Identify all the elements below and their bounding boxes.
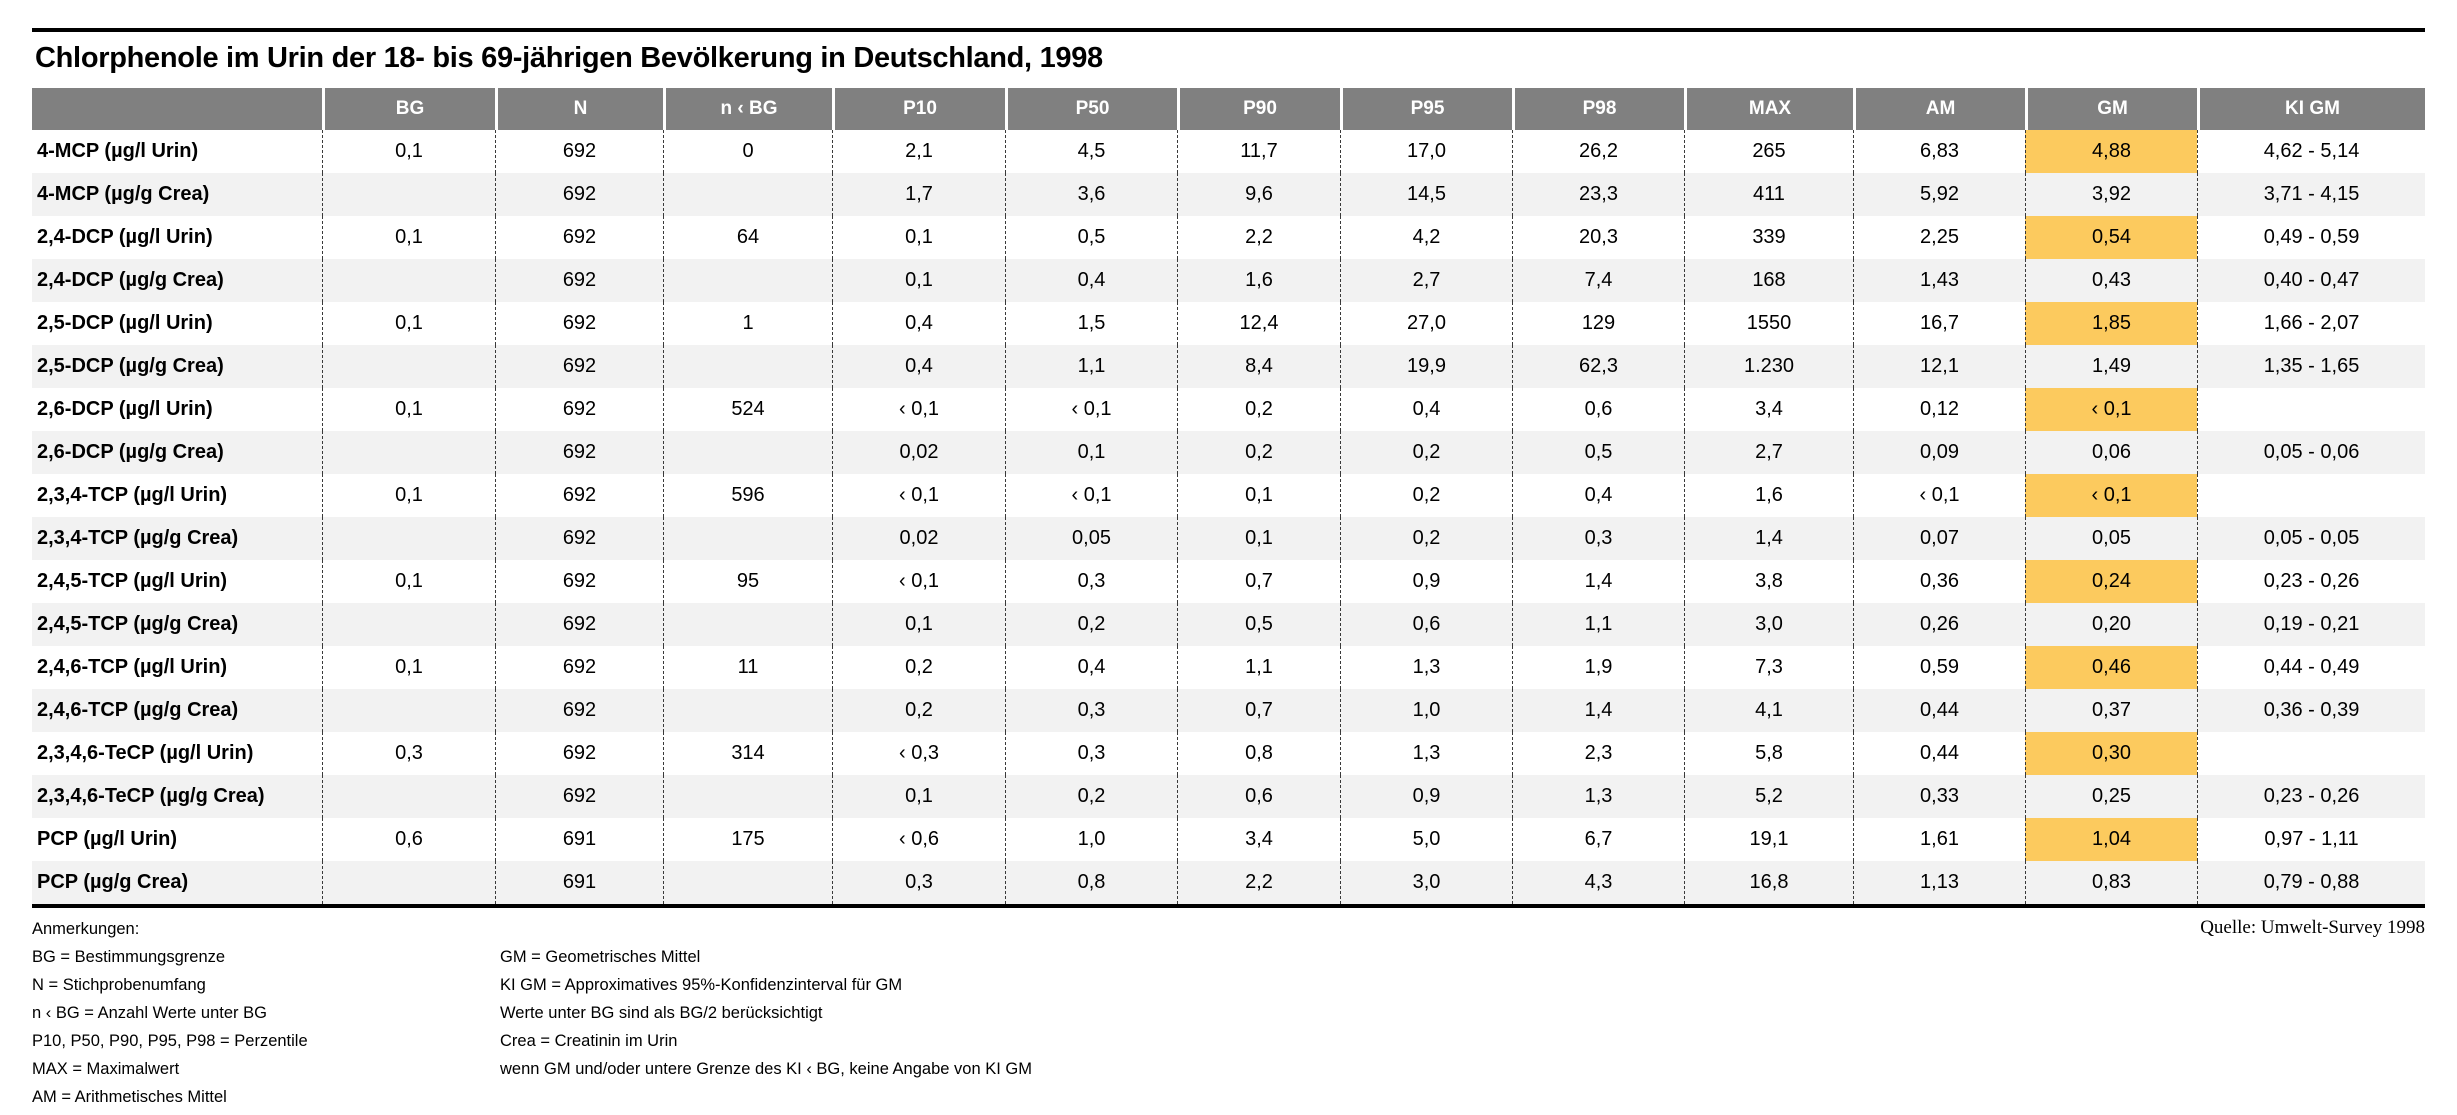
value-cell: 691 <box>495 861 663 904</box>
value-cell: 0,3 <box>1005 560 1177 603</box>
value-cell: 20,3 <box>1512 216 1684 259</box>
column-header-bg: BG <box>322 88 495 130</box>
value-cell: 0,05 - 0,06 <box>2197 431 2425 474</box>
value-cell: 1,1 <box>1512 603 1684 646</box>
value-cell <box>322 173 495 216</box>
value-cell: 1 <box>663 302 832 345</box>
row-label: 2,3,4,6-TeCP (µg/l Urin) <box>32 732 322 775</box>
value-cell: 0,1 <box>832 259 1005 302</box>
footer-notes <box>32 915 2425 1111</box>
value-cell: 0,07 <box>1853 517 2025 560</box>
value-cell <box>322 259 495 302</box>
value-cell: 5,0 <box>1340 818 1512 861</box>
column-header-substance <box>32 88 322 130</box>
value-cell: 3,71 - 4,15 <box>2197 173 2425 216</box>
value-cell: 4,1 <box>1684 689 1853 732</box>
value-cell: 692 <box>495 603 663 646</box>
value-cell: 2,25 <box>1853 216 2025 259</box>
value-cell: 0,26 <box>1853 603 2025 646</box>
column-header-am: AM <box>1853 88 2025 130</box>
value-cell: 0,3 <box>1005 732 1177 775</box>
column-header-n-bg: n ‹ BG <box>663 88 832 130</box>
value-cell: 0,2 <box>1340 431 1512 474</box>
gm-value-cell: 1,85 <box>2025 302 2197 345</box>
value-cell: 314 <box>663 732 832 775</box>
value-cell: 1,0 <box>1005 818 1177 861</box>
value-cell: 692 <box>495 173 663 216</box>
value-cell: 2,7 <box>1340 259 1512 302</box>
value-cell: 1,6 <box>1177 259 1340 302</box>
value-cell: ‹ 0,1 <box>1005 474 1177 517</box>
gm-value-cell: 0,24 <box>2025 560 2197 603</box>
row-label: 2,6-DCP (µg/g Crea) <box>32 431 322 474</box>
gm-value-cell: 0,54 <box>2025 216 2197 259</box>
value-cell: 0,1 <box>322 388 495 431</box>
value-cell: 129 <box>1512 302 1684 345</box>
value-cell: 0,23 - 0,26 <box>2197 560 2425 603</box>
value-cell: 5,8 <box>1684 732 1853 775</box>
table-row <box>32 173 2425 216</box>
table-row <box>32 775 2425 818</box>
value-cell: 1,3 <box>1340 646 1512 689</box>
column-header-p10: P10 <box>832 88 1005 130</box>
notes-left-column <box>32 915 500 1111</box>
value-cell: 0,1 <box>322 216 495 259</box>
row-label: 2,3,4,6-TeCP (µg/g Crea) <box>32 775 322 818</box>
value-cell <box>322 431 495 474</box>
value-cell: 0,4 <box>1512 474 1684 517</box>
value-cell: 4,3 <box>1512 861 1684 904</box>
value-cell: 0,1 <box>322 302 495 345</box>
value-cell: 12,1 <box>1853 345 2025 388</box>
value-cell: 0,5 <box>1005 216 1177 259</box>
table-row <box>32 345 2425 388</box>
value-cell: 0,9 <box>1340 560 1512 603</box>
value-cell: 2,1 <box>832 130 1005 173</box>
gm-value-cell: 1,04 <box>2025 818 2197 861</box>
value-cell <box>322 775 495 818</box>
gm-value-cell: 0,05 <box>2025 517 2197 560</box>
row-label: 2,4,5-TCP (µg/l Urin) <box>32 560 322 603</box>
value-cell: 0,09 <box>1853 431 2025 474</box>
row-label: 2,4,5-TCP (µg/g Crea) <box>32 603 322 646</box>
value-cell: 1,66 - 2,07 <box>2197 302 2425 345</box>
value-cell: 0,36 - 0,39 <box>2197 689 2425 732</box>
value-cell: 0,6 <box>1177 775 1340 818</box>
value-cell: 7,4 <box>1512 259 1684 302</box>
row-label: PCP (µg/g Crea) <box>32 861 322 904</box>
value-cell: 0,2 <box>1005 603 1177 646</box>
table-header-row <box>32 88 2425 130</box>
table-row <box>32 603 2425 646</box>
gm-value-cell: 0,20 <box>2025 603 2197 646</box>
source-label: Quelle: Umwelt-Survey 1998 <box>2200 917 2425 938</box>
value-cell: 0,44 <box>1853 689 2025 732</box>
value-cell: 596 <box>663 474 832 517</box>
value-cell <box>663 431 832 474</box>
value-cell: 26,2 <box>1512 130 1684 173</box>
value-cell: ‹ 0,1 <box>832 388 1005 431</box>
value-cell <box>322 861 495 904</box>
value-cell: 2,2 <box>1177 861 1340 904</box>
value-cell: 16,8 <box>1684 861 1853 904</box>
value-cell: 0,5 <box>1177 603 1340 646</box>
value-cell: 692 <box>495 474 663 517</box>
value-cell: 0,6 <box>322 818 495 861</box>
value-cell <box>663 345 832 388</box>
value-cell <box>663 517 832 560</box>
value-cell: 11,7 <box>1177 130 1340 173</box>
column-header-p50: P50 <box>1005 88 1177 130</box>
value-cell: 0,1 <box>322 560 495 603</box>
value-cell: 692 <box>495 560 663 603</box>
value-cell: 1,9 <box>1512 646 1684 689</box>
table-row <box>32 818 2425 861</box>
note-line: KI GM = Approximatives 95%-Konfidenzinterval für GM <box>500 976 903 994</box>
value-cell: 1,4 <box>1512 689 1684 732</box>
value-cell: 0,36 <box>1853 560 2025 603</box>
value-cell: 1,6 <box>1684 474 1853 517</box>
note-line: Crea = Creatinin im Urin <box>500 1032 678 1050</box>
note-line: wenn GM und/oder untere Grenze des KI ‹ BG, keine Angabe von KI GM <box>500 1060 1032 1078</box>
value-cell: 0,4 <box>1340 388 1512 431</box>
value-cell: 0,4 <box>1005 259 1177 302</box>
value-cell: 6,7 <box>1512 818 1684 861</box>
value-cell: 692 <box>495 517 663 560</box>
value-cell: 692 <box>495 302 663 345</box>
value-cell: 11 <box>663 646 832 689</box>
value-cell: 19,1 <box>1684 818 1853 861</box>
note-line: N = Stichprobenumfang <box>32 976 206 994</box>
table-row <box>32 732 2425 775</box>
value-cell: 0,4 <box>832 302 1005 345</box>
value-cell: 27,0 <box>1340 302 1512 345</box>
table-row <box>32 431 2425 474</box>
value-cell: 3,0 <box>1340 861 1512 904</box>
value-cell: 0,6 <box>1340 603 1512 646</box>
value-cell: 168 <box>1684 259 1853 302</box>
value-cell: 0,02 <box>832 517 1005 560</box>
value-cell: 1,1 <box>1005 345 1177 388</box>
value-cell: 1,0 <box>1340 689 1512 732</box>
value-cell: 0,4 <box>1005 646 1177 689</box>
value-cell: 1.230 <box>1684 345 1853 388</box>
value-cell <box>2197 474 2425 517</box>
gm-value-cell: 0,46 <box>2025 646 2197 689</box>
value-cell: 175 <box>663 818 832 861</box>
table-row <box>32 861 2425 904</box>
value-cell: 692 <box>495 689 663 732</box>
value-cell: 0,7 <box>1177 560 1340 603</box>
value-cell: 0,9 <box>1340 775 1512 818</box>
value-cell: 692 <box>495 431 663 474</box>
value-cell: 0,79 - 0,88 <box>2197 861 2425 904</box>
note-line: P10, P50, P90, P95, P98 = Perzentile <box>32 1032 308 1050</box>
value-cell: 5,2 <box>1684 775 1853 818</box>
value-cell: 14,5 <box>1340 173 1512 216</box>
value-cell: 0,1 <box>1177 517 1340 560</box>
value-cell: 0,8 <box>1005 861 1177 904</box>
table-row <box>32 689 2425 732</box>
value-cell <box>663 689 832 732</box>
gm-value-cell: 0,83 <box>2025 861 2197 904</box>
value-cell: 0,33 <box>1853 775 2025 818</box>
value-cell: 6,83 <box>1853 130 2025 173</box>
table-body <box>32 130 2425 904</box>
table-row <box>32 560 2425 603</box>
table-row <box>32 302 2425 345</box>
value-cell: 0,3 <box>1512 517 1684 560</box>
gm-value-cell: 4,88 <box>2025 130 2197 173</box>
value-cell: 0,8 <box>1177 732 1340 775</box>
value-cell: 0,1 <box>1005 431 1177 474</box>
value-cell: 692 <box>495 345 663 388</box>
value-cell <box>2197 388 2425 431</box>
value-cell: 4,5 <box>1005 130 1177 173</box>
value-cell: ‹ 0,1 <box>832 474 1005 517</box>
row-label: 2,5-DCP (µg/l Urin) <box>32 302 322 345</box>
row-label: 2,4-DCP (µg/g Crea) <box>32 259 322 302</box>
value-cell <box>322 517 495 560</box>
value-cell: 8,4 <box>1177 345 1340 388</box>
value-cell: 1,4 <box>1512 560 1684 603</box>
value-cell: 0,12 <box>1853 388 2025 431</box>
value-cell: 1,3 <box>1340 732 1512 775</box>
value-cell: 0 <box>663 130 832 173</box>
chlorophenols-table <box>32 88 2425 904</box>
value-cell: 0,1 <box>832 603 1005 646</box>
value-cell: 0,05 <box>1005 517 1177 560</box>
note-line: GM = Geometrisches Mittel <box>500 948 701 966</box>
page-title: Chlorphenole im Urin der 18- bis 69-jährigen Bevölkerung in Deutschland, 1998 <box>35 42 1103 74</box>
value-cell: 4,2 <box>1340 216 1512 259</box>
gm-value-cell: 0,06 <box>2025 431 2197 474</box>
value-cell: 0,02 <box>832 431 1005 474</box>
table-row <box>32 646 2425 689</box>
value-cell: 2,7 <box>1684 431 1853 474</box>
gm-value-cell: 3,92 <box>2025 173 2197 216</box>
value-cell: 0,2 <box>1005 775 1177 818</box>
value-cell: 62,3 <box>1512 345 1684 388</box>
row-label: 2,4-DCP (µg/l Urin) <box>32 216 322 259</box>
gm-value-cell: 1,49 <box>2025 345 2197 388</box>
value-cell <box>663 775 832 818</box>
value-cell: 339 <box>1684 216 1853 259</box>
value-cell: ‹ 0,1 <box>1853 474 2025 517</box>
value-cell: 0,6 <box>1512 388 1684 431</box>
row-label: 2,4,6-TCP (µg/l Urin) <box>32 646 322 689</box>
row-label: 2,5-DCP (µg/g Crea) <box>32 345 322 388</box>
value-cell: 0,1 <box>832 216 1005 259</box>
row-label: 2,3,4-TCP (µg/g Crea) <box>32 517 322 560</box>
value-cell: 265 <box>1684 130 1853 173</box>
value-cell: ‹ 0,3 <box>832 732 1005 775</box>
value-cell: 95 <box>663 560 832 603</box>
value-cell: 0,2 <box>1177 388 1340 431</box>
value-cell: ‹ 0,1 <box>1005 388 1177 431</box>
value-cell: 0,2 <box>1177 431 1340 474</box>
column-header-gm: GM <box>2025 88 2197 130</box>
value-cell: 1,35 - 1,65 <box>2197 345 2425 388</box>
bottom-rule <box>32 904 2425 908</box>
value-cell <box>663 173 832 216</box>
notes-heading: Anmerkungen: <box>32 920 140 938</box>
value-cell: 692 <box>495 259 663 302</box>
column-header-p90: P90 <box>1177 88 1340 130</box>
value-cell: 692 <box>495 732 663 775</box>
value-cell: 3,6 <box>1005 173 1177 216</box>
value-cell: 0,1 <box>832 775 1005 818</box>
value-cell: 0,1 <box>322 646 495 689</box>
value-cell: 692 <box>495 216 663 259</box>
table-row <box>32 259 2425 302</box>
value-cell: ‹ 0,1 <box>832 560 1005 603</box>
note-line: Werte unter BG sind als BG/2 berücksichtigt <box>500 1004 823 1022</box>
value-cell: 0,5 <box>1512 431 1684 474</box>
value-cell: 0,19 - 0,21 <box>2197 603 2425 646</box>
value-cell: ‹ 0,6 <box>832 818 1005 861</box>
gm-value-cell: ‹ 0,1 <box>2025 474 2197 517</box>
value-cell: 0,40 - 0,47 <box>2197 259 2425 302</box>
value-cell: 3,4 <box>1684 388 1853 431</box>
note-line: MAX = Maximalwert <box>32 1060 180 1078</box>
notes-right-column <box>500 943 1032 1083</box>
value-cell: 1,1 <box>1177 646 1340 689</box>
value-cell <box>322 603 495 646</box>
value-cell: 64 <box>663 216 832 259</box>
value-cell: 9,6 <box>1177 173 1340 216</box>
value-cell <box>663 861 832 904</box>
row-label: PCP (µg/l Urin) <box>32 818 322 861</box>
value-cell: 1,43 <box>1853 259 2025 302</box>
column-header-max: MAX <box>1684 88 1853 130</box>
value-cell: 1,3 <box>1512 775 1684 818</box>
value-cell: 0,7 <box>1177 689 1340 732</box>
value-cell <box>322 345 495 388</box>
value-cell: 691 <box>495 818 663 861</box>
value-cell: 0,1 <box>1177 474 1340 517</box>
row-label: 4-MCP (µg/l Urin) <box>32 130 322 173</box>
row-label: 4-MCP (µg/g Crea) <box>32 173 322 216</box>
value-cell: 524 <box>663 388 832 431</box>
value-cell: 3,0 <box>1684 603 1853 646</box>
value-cell: 1,13 <box>1853 861 2025 904</box>
table-row <box>32 517 2425 560</box>
table-row <box>32 130 2425 173</box>
value-cell: 692 <box>495 775 663 818</box>
gm-value-cell: 0,30 <box>2025 732 2197 775</box>
table-row <box>32 388 2425 431</box>
column-header-ki-gm: KI GM <box>2197 88 2425 130</box>
value-cell: 0,4 <box>832 345 1005 388</box>
value-cell: 411 <box>1684 173 1853 216</box>
value-cell: 0,44 - 0,49 <box>2197 646 2425 689</box>
value-cell: 0,2 <box>832 646 1005 689</box>
column-header-p95: P95 <box>1340 88 1512 130</box>
value-cell: 692 <box>495 130 663 173</box>
value-cell: 692 <box>495 388 663 431</box>
value-cell: 0,97 - 1,11 <box>2197 818 2425 861</box>
value-cell: 0,2 <box>1340 517 1512 560</box>
value-cell: 23,3 <box>1512 173 1684 216</box>
row-label: 2,4,6-TCP (µg/g Crea) <box>32 689 322 732</box>
value-cell: 2,3 <box>1512 732 1684 775</box>
value-cell: 7,3 <box>1684 646 1853 689</box>
value-cell: 1,7 <box>832 173 1005 216</box>
value-cell: 0,23 - 0,26 <box>2197 775 2425 818</box>
table-row <box>32 216 2425 259</box>
value-cell: 19,9 <box>1340 345 1512 388</box>
value-cell <box>663 259 832 302</box>
table-row <box>32 474 2425 517</box>
value-cell: 0,1 <box>322 130 495 173</box>
row-label: 2,3,4-TCP (µg/l Urin) <box>32 474 322 517</box>
note-line: BG = Bestimmungsgrenze <box>32 948 226 966</box>
value-cell: 5,92 <box>1853 173 2025 216</box>
value-cell <box>322 689 495 732</box>
value-cell: 2,2 <box>1177 216 1340 259</box>
value-cell <box>663 603 832 646</box>
value-cell: 1,5 <box>1005 302 1177 345</box>
value-cell: 16,7 <box>1853 302 2025 345</box>
value-cell: 1,61 <box>1853 818 2025 861</box>
row-label: 2,6-DCP (µg/l Urin) <box>32 388 322 431</box>
value-cell: 0,05 - 0,05 <box>2197 517 2425 560</box>
value-cell: 1550 <box>1684 302 1853 345</box>
gm-value-cell: ‹ 0,1 <box>2025 388 2197 431</box>
value-cell: 0,3 <box>1005 689 1177 732</box>
note-line: AM = Arithmetisches Mittel <box>32 1088 227 1106</box>
value-cell: 3,8 <box>1684 560 1853 603</box>
value-cell: 0,44 <box>1853 732 2025 775</box>
gm-value-cell: 0,43 <box>2025 259 2197 302</box>
value-cell: 17,0 <box>1340 130 1512 173</box>
value-cell: 0,49 - 0,59 <box>2197 216 2425 259</box>
value-cell: 12,4 <box>1177 302 1340 345</box>
top-rule <box>32 28 2425 32</box>
value-cell: 1,4 <box>1684 517 1853 560</box>
value-cell: 3,4 <box>1177 818 1340 861</box>
value-cell: 4,62 - 5,14 <box>2197 130 2425 173</box>
value-cell: 0,3 <box>322 732 495 775</box>
value-cell: 0,2 <box>832 689 1005 732</box>
value-cell: 692 <box>495 646 663 689</box>
column-header-n: N <box>495 88 663 130</box>
value-cell: 0,3 <box>832 861 1005 904</box>
gm-value-cell: 0,25 <box>2025 775 2197 818</box>
value-cell <box>2197 732 2425 775</box>
note-line: n ‹ BG = Anzahl Werte unter BG <box>32 1004 267 1022</box>
gm-value-cell: 0,37 <box>2025 689 2197 732</box>
value-cell: 0,59 <box>1853 646 2025 689</box>
column-header-p98: P98 <box>1512 88 1684 130</box>
value-cell: 0,1 <box>322 474 495 517</box>
value-cell: 0,2 <box>1340 474 1512 517</box>
